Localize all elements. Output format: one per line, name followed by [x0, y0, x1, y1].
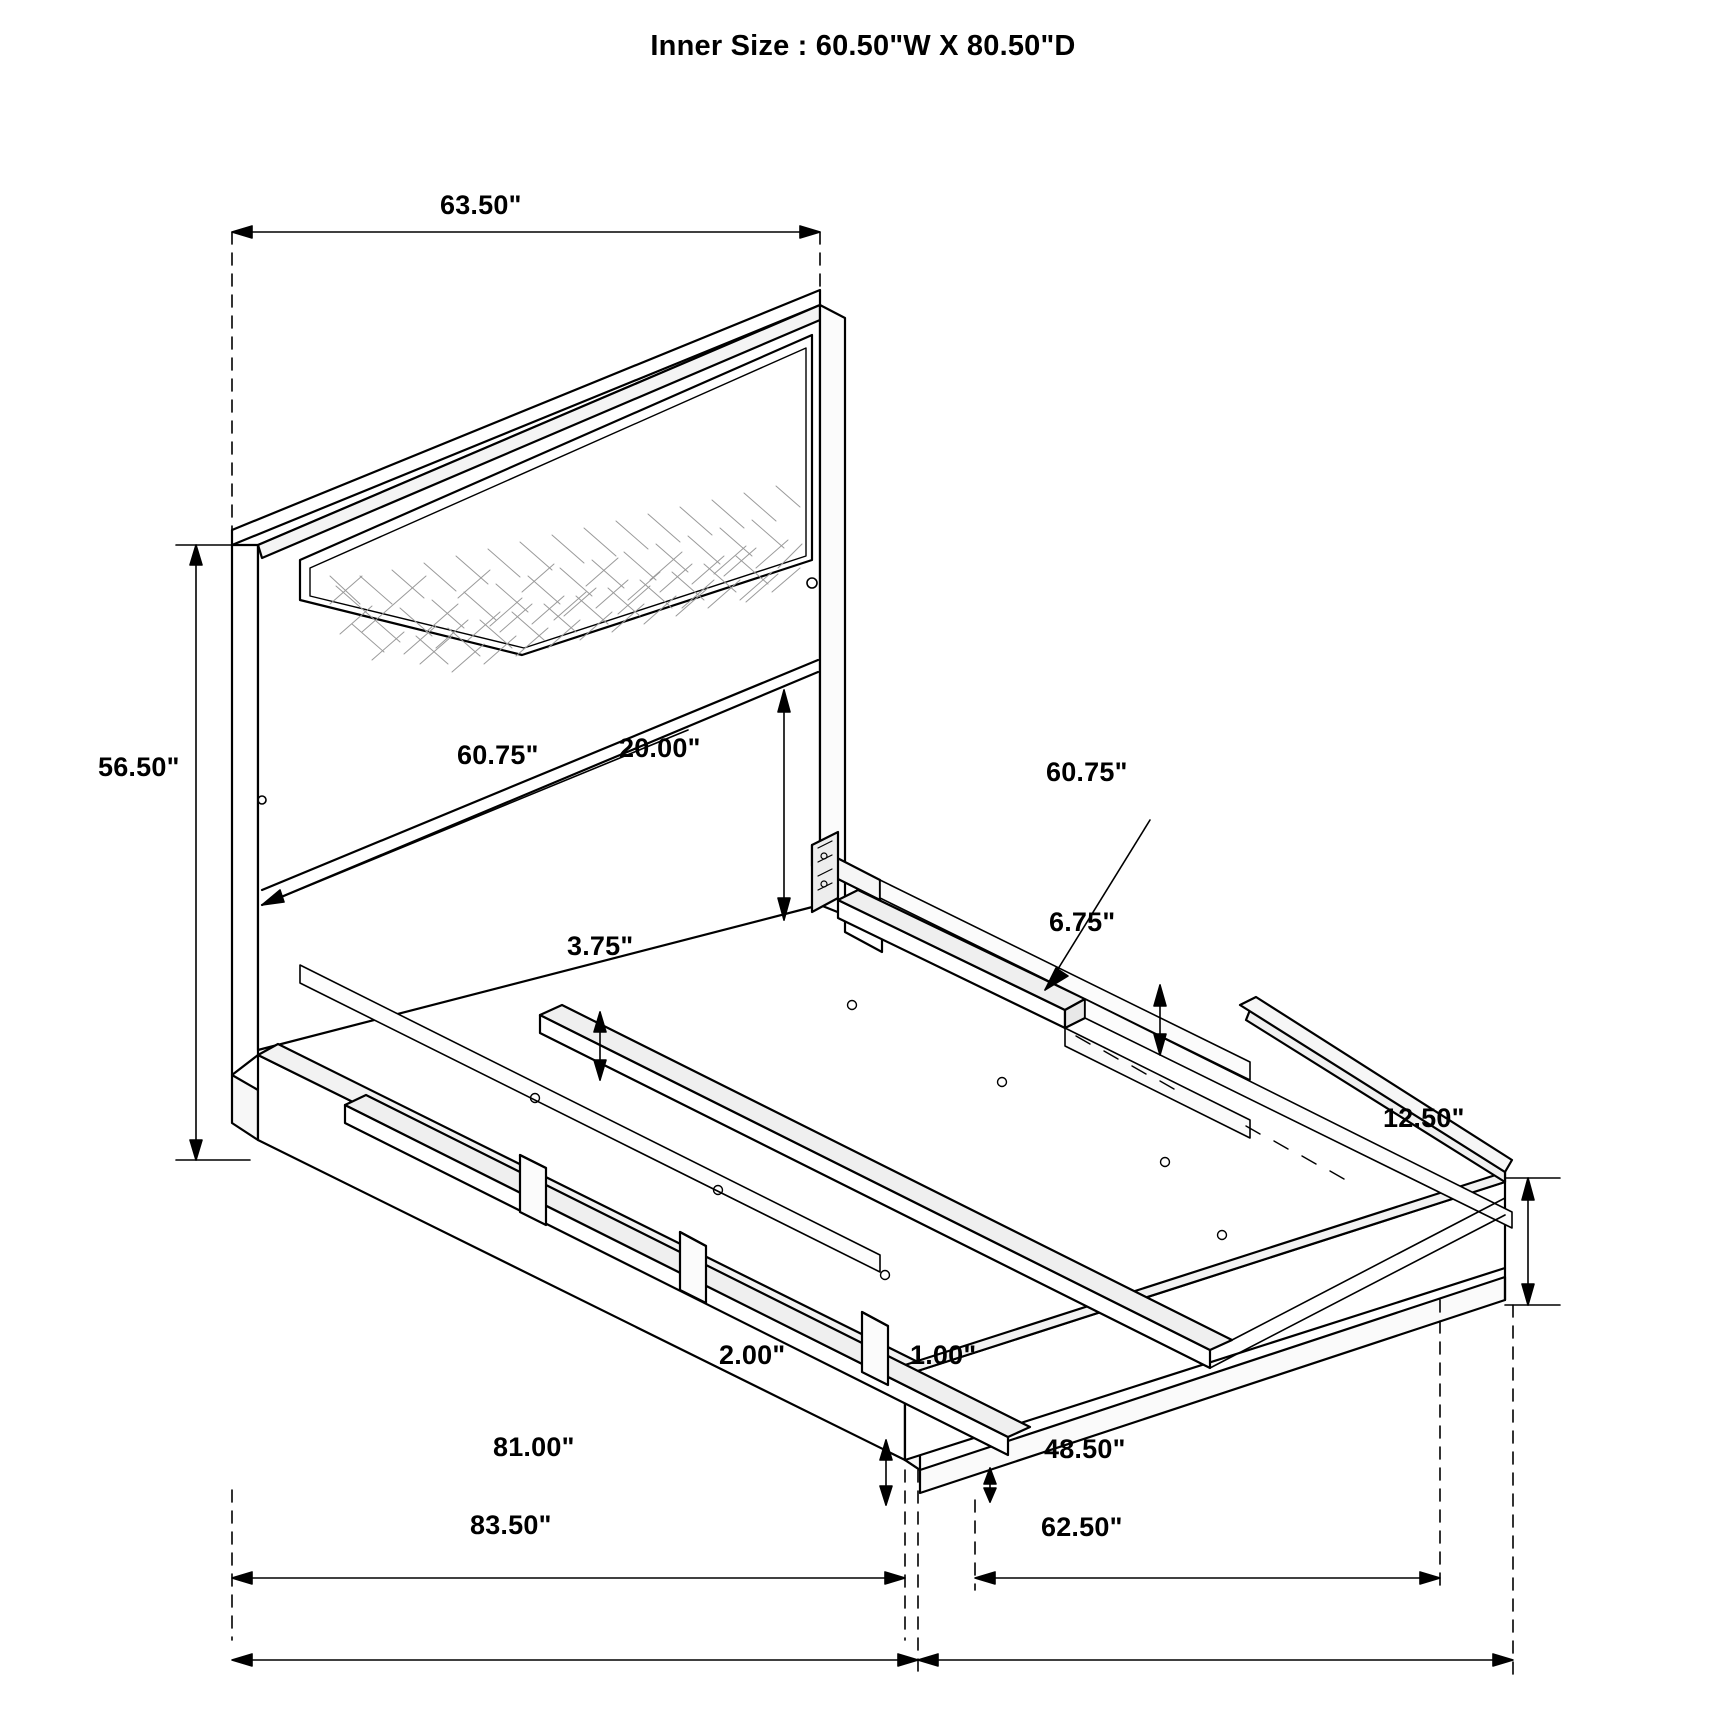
dimension-footboard-height: 12.50": [1383, 1103, 1465, 1133]
dimension-center-leg-height: 3.75": [567, 931, 634, 961]
dimension-headboard-panel-width: 60.75": [457, 740, 539, 770]
dimension-headboard-clearance: 20.00": [619, 733, 701, 763]
dimension-foot-rail-thickness: 1.00": [910, 1340, 977, 1370]
dimension-overall-height: 56.50": [98, 752, 180, 782]
dimension-footboard-base-height: 2.00": [719, 1340, 786, 1370]
dimension-frame-inner-length: 81.00": [493, 1432, 575, 1462]
dimension-overall-length: 83.50": [470, 1510, 552, 1540]
dimension-footboard-width: 48.50": [1044, 1434, 1126, 1464]
dimension-headboard-width: 63.50": [440, 190, 522, 220]
dimension-overall-depth: 62.50": [1041, 1512, 1123, 1542]
page-title: Inner Size : 60.50"W X 80.50"D: [650, 30, 1076, 62]
dimension-rail-height: 6.75": [1049, 907, 1116, 937]
dimension-slat-support-width: 60.75": [1046, 757, 1128, 787]
